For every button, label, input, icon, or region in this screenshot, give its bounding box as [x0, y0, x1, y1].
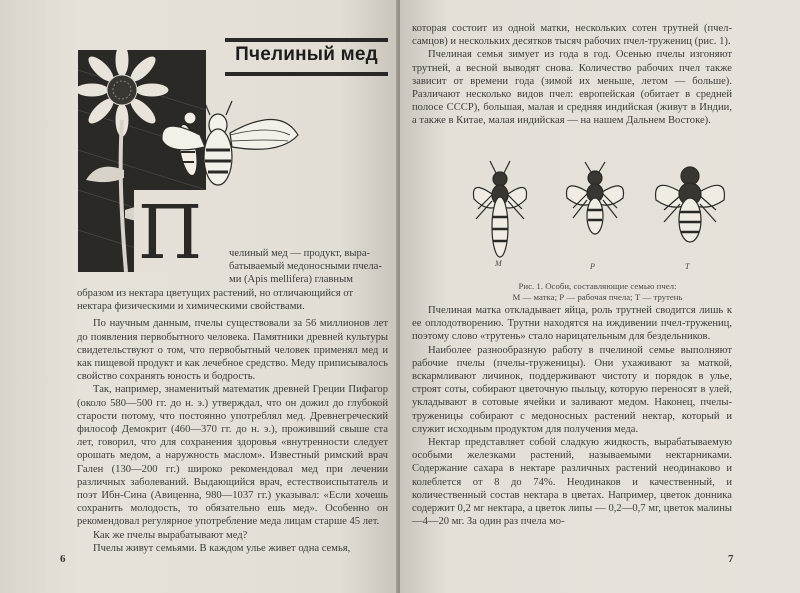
drop-cap: П	[137, 190, 203, 272]
paragraph: Наиболее разнообразную работу в пчелиной семье выполняют рабочие пчелы (пчелы-труженицы). Они ухаживают за маткой, вскармливают личинок, поддерживают чистоту и порядок в улье, строят соты, собирают цветочную пыльцу, которую переносят в улей, укладывают в сотовые ячейки и заливают медом. Наконец, пчелы-труженицы собирают с медоносных растений нектар, который и служит исходным продуктом для получения меда.	[412, 344, 732, 435]
figure-label-t: Т	[685, 262, 690, 271]
chapter-title: Пчелиный мед	[235, 44, 378, 65]
page-number-right: 7	[728, 553, 734, 565]
page-number-left: 6	[60, 553, 66, 565]
text-line: нектара физическими и химическими свойствами.	[77, 301, 305, 313]
right-page	[400, 0, 800, 593]
figure-label-m: М	[495, 259, 502, 268]
bee-wings-icon	[160, 95, 300, 205]
caption-line: Рис. 1. Особи, составляющие семью пчел:	[518, 281, 677, 291]
paragraph: Пчелы живут семьями. В каждом улье живет одна семья,	[93, 542, 351, 554]
text-line: батываемый медоносными пчела-	[229, 261, 382, 273]
right-top-text	[412, 22, 732, 128]
paragraph: По научным данным, пчелы существовали за 56 миллионов лет до появления первобытного человека. Памятники древней культуры свидетельствуют о том, что первобытный человек применял мед и как пищевой продукт и как лечебное средство. Меду приписывалось свойство сохранять юность и бодрость.	[77, 318, 388, 383]
paragraph: которая состоит из одной матки, нескольких сотен трутней (пчел-самцов) и нескольких десятков тысяч рабочих пчел-тружениц (рис. 1).	[412, 23, 732, 48]
text-line: челиный мед — продукт, выра-	[229, 248, 371, 259]
title-rule-top	[225, 38, 388, 42]
paragraph: Нектар представляет собой сладкую жидкость, вырабатываемую особыми железками растений, называемыми нектарниками. Содержание сахара в нектаре различных растений неодинаково и колеблется от 8 до 74%. Неодинаков и качественный, и количественный состав нектара в цветах. Например, цветок донника содержит 0,2 мг нектара, а цветок липы — 0,2—0,7 мг, цветок малины—4—20 мг. За один раз пчела мо-	[412, 437, 732, 528]
figure-caption	[465, 281, 730, 303]
left-page	[0, 0, 398, 593]
intro-lines-narrow	[229, 247, 388, 287]
caption-line: М — матка; Р — рабочая пчела; Т — трутень	[512, 292, 683, 302]
title-rule-bottom	[225, 72, 388, 76]
text-line: ми (Apis mellifera) главным	[229, 274, 353, 286]
paragraph: Так, например, знаменитый математик древней Греции Пифагор (около 580—500 гг. до н. э.) утверждал, что он дожил до глубокой старости потому, что постоянно употреблял мед. Древнегреческий философ Демокрит (460—370 гг. до н. э.), проживший свыше ста лет, говорил, что для сохранения здоровья «внутренности следует орошать медом, а наружность маслом». Известный римский врач Гален (130—200 гг.) широко рекомендовал мед при лечении различных заболеваний. Выдающийся врач, естествоиспытатель и поэт Ибн-Сина (Авиценна, 980—1037 гг.) указывал: «Если хочешь сохранить молодость, то обязательно ешь мед». Особенно он рекомендовал регулярное употребление меда лицам старше 45 лет.	[77, 384, 388, 528]
bee-figure-icon	[455, 150, 735, 270]
figure-label-p: Р	[590, 262, 595, 271]
left-body	[77, 287, 388, 555]
right-body	[412, 304, 732, 528]
paragraph: Пчелиная семья зимует из года в год. Осенью пчелы изгоняют трутней, а весной выводят снова. Количество рабочих пчел также зависит от времени года (зимой их меньше, летом — больше). Различают несколько видов пчел: европейская (обитает в средней полосе СССР), большая, малая и средняя индийская (живут в Индии, а также в Китае, малая индийская — на нашем Дальнем Востоке).	[412, 49, 732, 127]
paragraph: Пчелиная матка откладывает яйца, роль трутней сводится лишь к ее оплодотворению. Трутни находятся на иждивении пчел-тружениц, поэтому слово «трутень» стало нарицательным для бездельников.	[412, 305, 732, 343]
paragraph: Как же пчелы вырабатывают мед?	[93, 529, 248, 541]
text-line: образом из нектара цветущих растений, но отличающийся от	[77, 288, 353, 299]
